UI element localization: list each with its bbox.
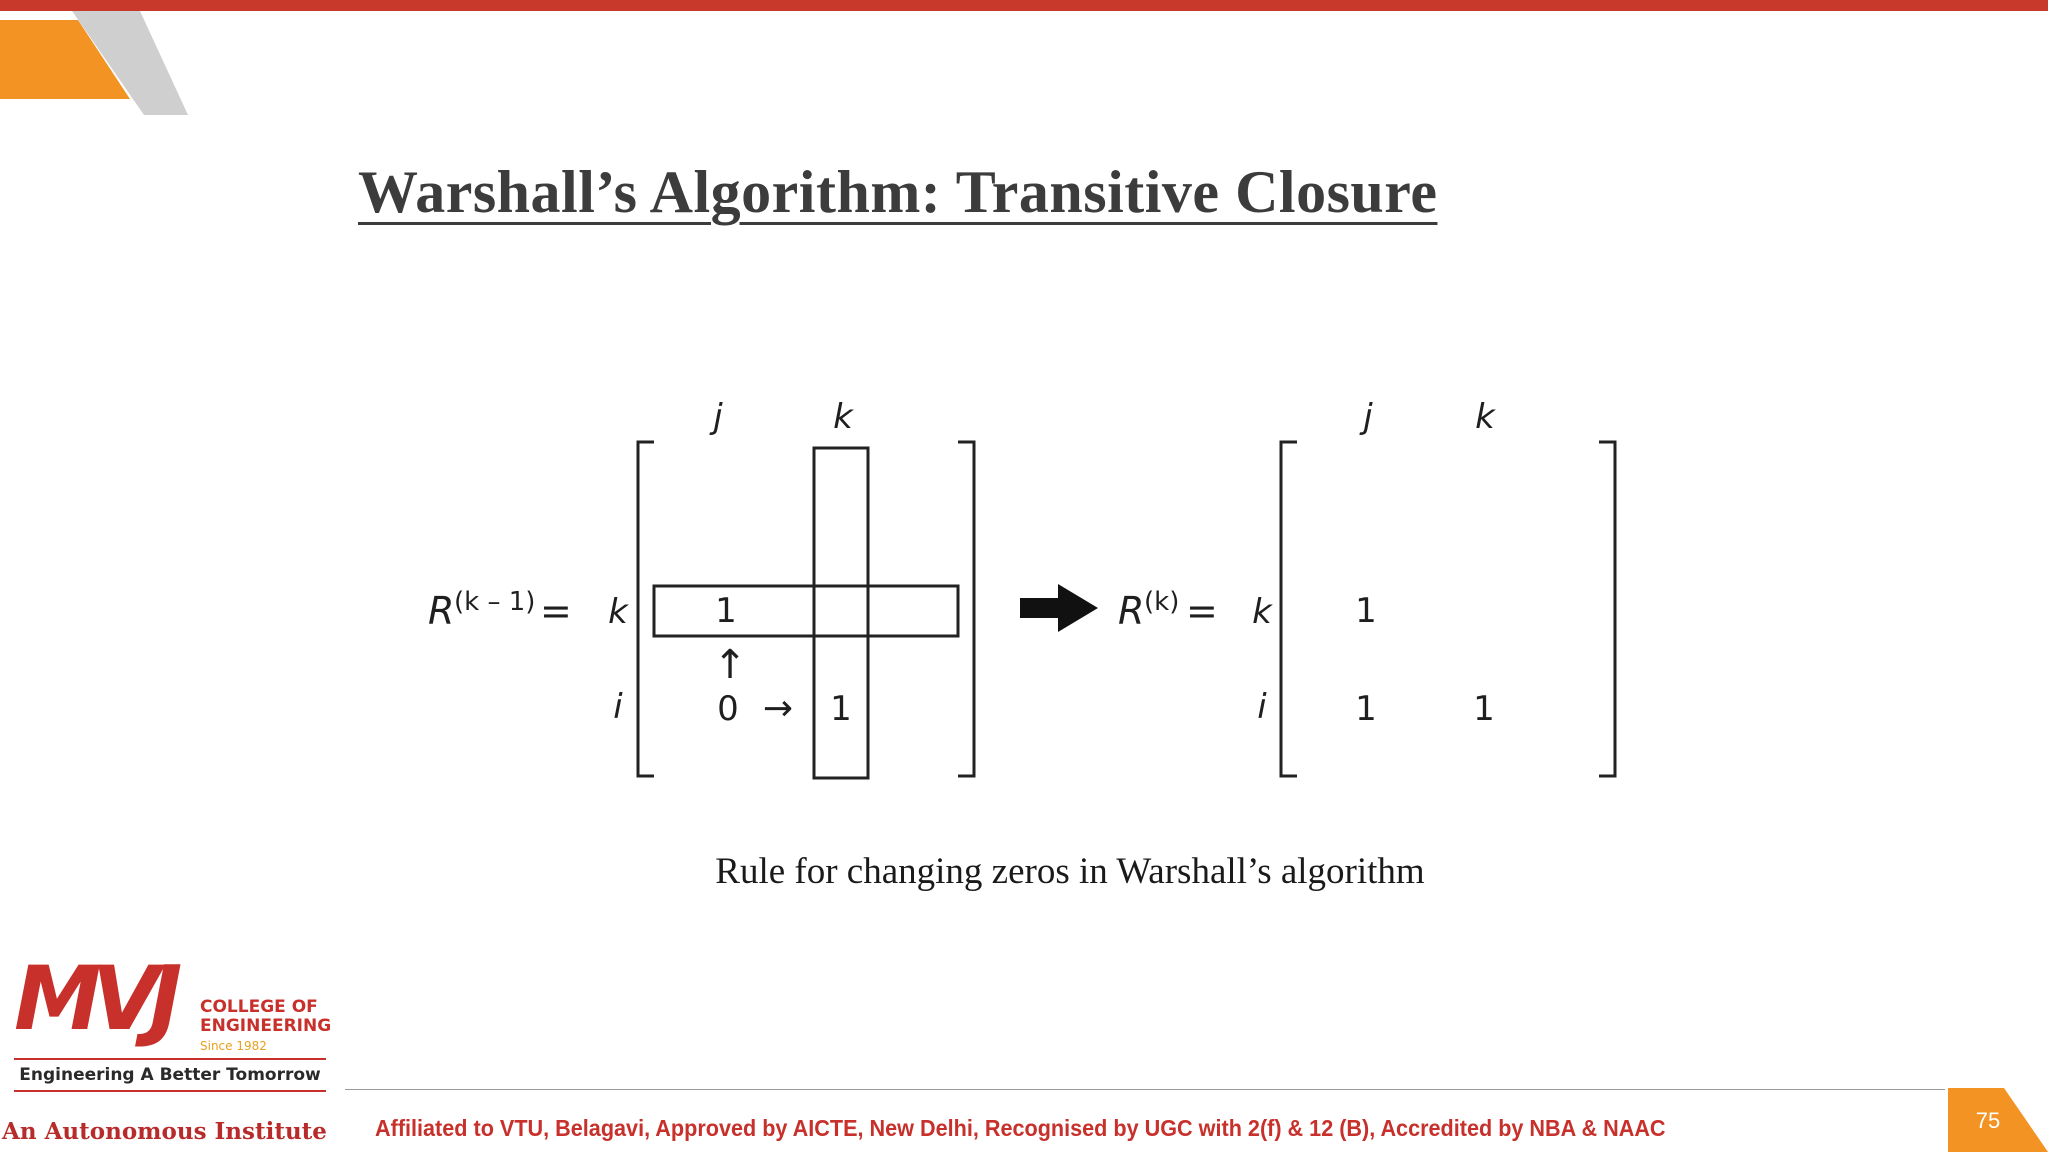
right-superscript: (k) (1144, 587, 1180, 617)
left-r-symbol: R (428, 589, 455, 633)
right-bracket-close (1599, 442, 1615, 776)
left-bracket-open (638, 442, 654, 776)
left-equals: = (540, 589, 572, 633)
right-matrix-label (1118, 587, 1218, 633)
autonomous-institute-label: An Autonomous Institute (2, 1118, 327, 1145)
right-col-label-k: k (1475, 397, 1495, 437)
footer-divider (345, 1089, 1945, 1090)
logo-divider (14, 1058, 326, 1060)
right-col-label-j: j (1363, 397, 1373, 437)
logo-divider-bottom (14, 1090, 326, 1092)
left-cell-kj: 1 (715, 591, 737, 631)
row-k-highlight (654, 586, 958, 636)
right-row-label-i: i (1257, 687, 1267, 727)
logo-line2: ENGINEERING (200, 1016, 332, 1036)
right-r-symbol: R (1118, 589, 1145, 633)
logo-line1: COLLEGE OF (200, 997, 318, 1017)
left-row-label-k: k (608, 592, 628, 632)
logo-mark: MVJ (14, 947, 173, 1050)
right-equals: = (1186, 589, 1218, 633)
slide-title: Warshall’s Algorithm: Transitive Closure (358, 159, 1438, 225)
transform-arrow-icon (1020, 584, 1098, 632)
college-logo (0, 947, 340, 1095)
right-cell-ik: 1 (1473, 689, 1495, 729)
left-cell-ij: 0 (717, 689, 739, 729)
right-row-label-k: k (1252, 592, 1272, 632)
left-bracket-close (958, 442, 974, 776)
left-col-label-k: k (833, 397, 853, 437)
diagram-caption: Rule for changing zeros in Warshall’s algorithm (715, 851, 1425, 892)
left-row-label-i: i (613, 687, 623, 727)
affiliation-text: Affiliated to VTU, Belagavi, Approved by AICTE, New Delhi, Recognised by UGC with 2(f) & 12 (B), Accredited by NBA & NAAC (375, 1115, 1666, 1141)
up-arrow: ↑ (713, 642, 747, 688)
right-cell-ij: 1 (1355, 689, 1377, 729)
logo-tagline: Engineering A Better Tomorrow (19, 1065, 321, 1085)
right-arrow: → (762, 688, 794, 729)
left-cell-ik: 1 (830, 689, 852, 729)
right-cell-kj: 1 (1355, 591, 1377, 631)
page-number: 75 (1975, 1108, 2001, 1133)
right-bracket-open (1281, 442, 1297, 776)
left-col-label-j: j (713, 397, 723, 437)
left-superscript: (k – 1) (454, 587, 536, 617)
logo-since: Since 1982 (200, 1039, 267, 1053)
left-matrix-label (428, 587, 572, 633)
